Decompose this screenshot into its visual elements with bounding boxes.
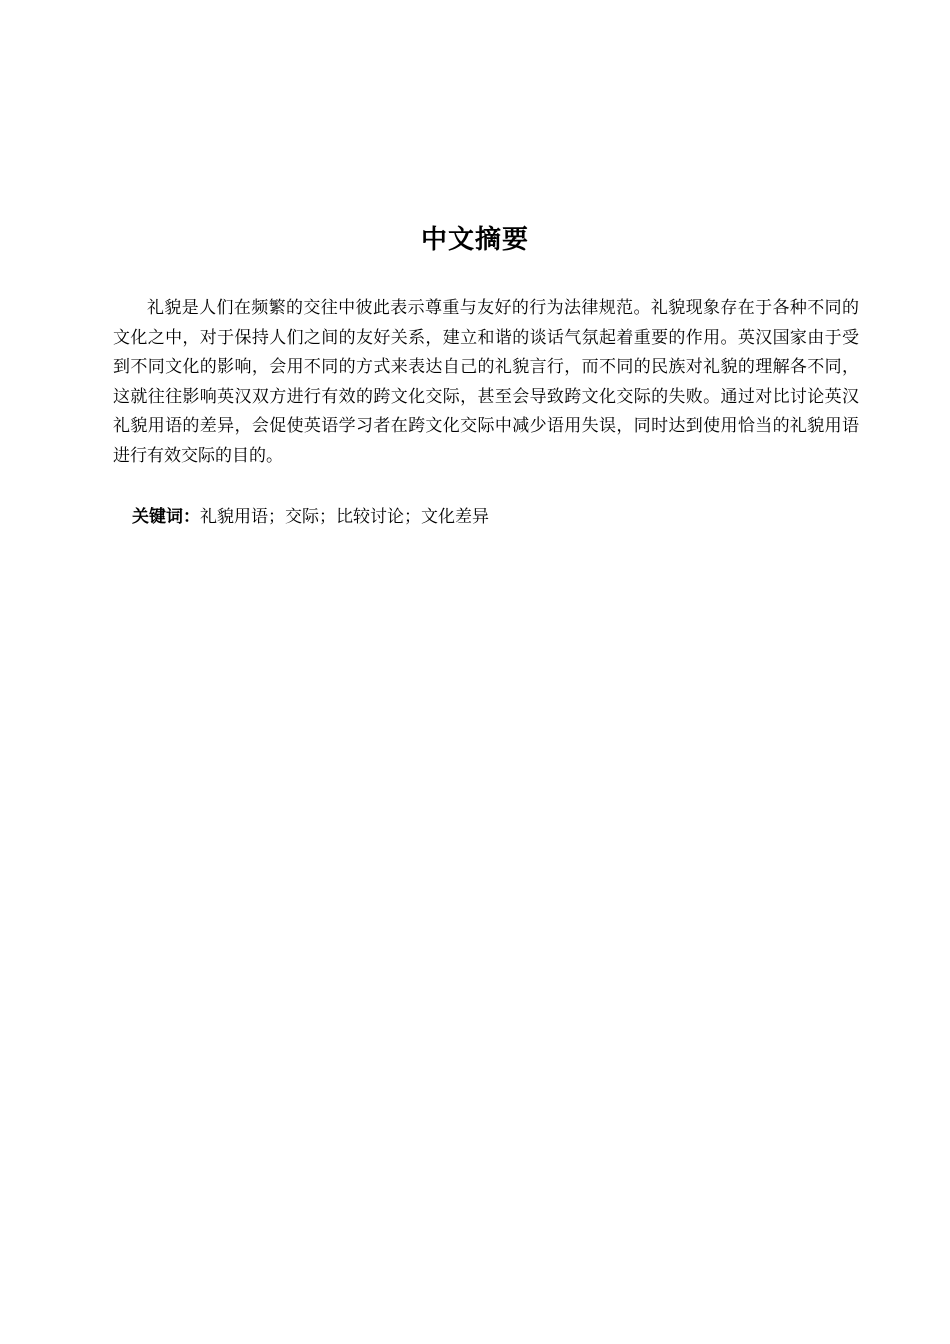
keywords-text: 礼貌用语；交际；比较讨论；文化差异 (200, 507, 489, 527)
keywords-label: 关键词： (132, 507, 200, 527)
abstract-paragraph: 礼貌是人们在频繁的交往中彼此表示尊重与友好的行为法律规范。礼貌现象存在于各种不同的文化之中，对于保持人们之间的友好关系，建立和谐的谈话气氛起着重要的作用。英汉国家由于受到不同文化的影响，会用不同的方式来表达自己的礼貌言行，而不同的民族对礼貌的理解各不同，这就往往影响英汉双方进行有效的跨文化交际，甚至会导致跨文化交际的失败。通过对比讨论英汉礼貌用语的差异，会促使英语学习者在跨文化交际中减少语用失误，同时达到使用恰当的礼貌用语进行有效交际的目的。 (113, 298, 859, 466)
page-title: 中文摘要 (420, 225, 529, 255)
keywords-line (132, 502, 852, 532)
